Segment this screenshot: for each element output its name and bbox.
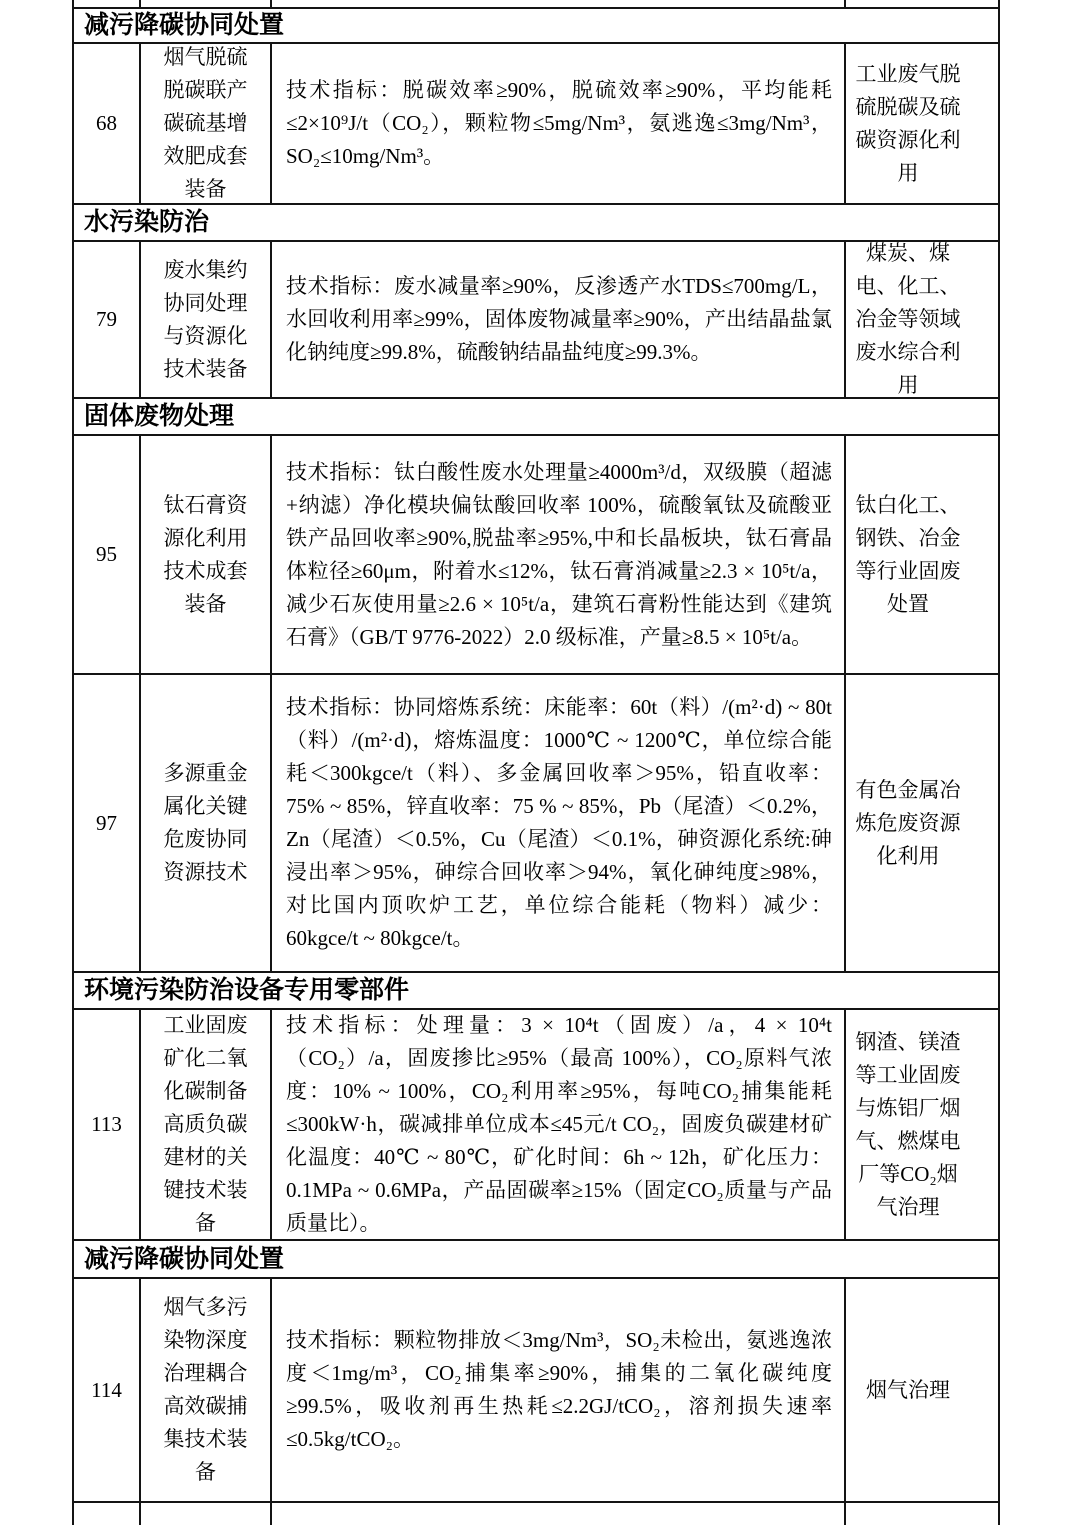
equipment-name-cell: 工业固废矿化二氧化碳制备高质负碳建材的关键技术装备: [141, 1010, 272, 1239]
row-number-cell: 95: [74, 436, 141, 673]
section-header-row: [74, 205, 998, 242]
table-row: [74, 242, 998, 399]
tech-spec-cell: 技术指标：协同熔炼系统：床能率：60t（料）/(m²·d) ~ 80t（料）/(m²·d)，熔炼温度：1000℃ ~ 1200℃，单位综合能耗＜300kgce/t（料）、多金属回收率＞95%，铅直收率：75% ~ 85%，锌直收率：75 % ~ 85%，Pb（尾渣）＜0.2%，Zn（尾渣）＜0.5%，Cu（尾渣）＜0.1%，砷资源化系统:砷浸出率＞95%，砷综合回收率＞94%，氧化砷纯度≥98%，对比国内顶吹炉工艺，单位综合能耗（物料）减少：60kgce/t ~ 80kgce/t。: [272, 675, 846, 971]
section-header-row: [74, 973, 998, 1010]
row-number-cell: 68: [74, 44, 141, 203]
application-cell: 有色金属冶炼危废资源化利用: [855, 777, 961, 868]
section-header-row: [74, 1241, 998, 1279]
table-row: [74, 1279, 998, 1503]
tech-spec-cell: 技术指标：处理量：3 × 10⁴t（固废）/a，4 × 10⁴t（CO₂）/a，固废掺比≥95%（最高 100%），CO₂原料气浓度：10% ~ 100%，CO₂利用率≥95%，每吨CO₂捕集能耗≤300kW·h，碳减排单位成本≤45元/t CO₂，固废负碳建材矿化温度：40℃ ~ 80℃，矿化时间：6h ~ 12h，矿化压力：0.1MPa ~ 0.6MPa，产品固碳率≥15%（固定CO₂质量与产品质量比）。: [272, 1010, 846, 1239]
application-cell: 烟气治理: [866, 1377, 950, 1402]
equipment-name-cell: 烟气脱硫脱碳联产碳硫基增效肥成套装备: [141, 44, 272, 203]
equipment-name-cell: [141, 1503, 272, 1525]
table-row: [74, 1010, 998, 1241]
tech-spec-cell: [272, 1503, 846, 1525]
tech-spec-cell: [272, 0, 846, 8]
application-cell: [846, 0, 970, 8]
equipment-name-cell: 废水集约协同处理与资源化技术装备: [141, 242, 272, 397]
application-cell: 钛白化工、钢铁、冶金等行业固废处置: [855, 492, 961, 616]
tech-spec-cell: 技术指标：脱碳效率≥90%，脱硫效率≥90%，平均能耗≤2×10⁹J/t（CO₂），颗粒物≤5mg/Nm³，氨逃逸≤3mg/Nm³，SO₂≤10mg/Nm³。: [272, 44, 846, 203]
equipment-name-cell: 多源重金属化关键危废协同资源技术: [141, 675, 272, 971]
table-row-fragment-bottom: [74, 1503, 998, 1525]
tech-spec-cell: 技术指标：钛白酸性废水处理量≥4000m³/d，双级膜（超滤+纳滤）净化模块偏钛酸回收率 100%，硫酸氧钛及硫酸亚铁产品回收率≥90%,脱盐率≥95%,中和长晶板块，钛石膏晶体粒径≥60μm，附着水≤12%，钛石膏消减量≥2.3 × 10⁵t/a，减少石灰使用量≥2.6 × 10⁵t/a，建筑石膏粉性能达到《建筑石膏》（GB/T 9776-2022）2.0 级标准，产量≥8.5 × 10⁵t/a。: [272, 436, 846, 673]
table-row: [74, 44, 998, 205]
application-cell: 钢渣、镁渣等工业固废与炼铝厂烟气、燃煤电厂等CO₂烟气治理: [855, 1029, 961, 1219]
equipment-name-cell: 钛石膏资源化利用技术成套装备: [141, 436, 272, 673]
table-row: [74, 436, 998, 675]
table-row-fragment-top: [74, 0, 998, 9]
equipment-name-cell: 烟气多污染物深度治理耦合高效碳捕集技术装备: [141, 1279, 272, 1501]
section-title: 固体废物处理: [84, 402, 235, 430]
row-number-cell: 79: [74, 242, 141, 397]
row-number-cell: 97: [74, 675, 141, 971]
section-title: 减污降碳协同处置: [84, 1244, 285, 1273]
application-cell: 煤炭、煤电、化工、冶金等领域废水综合利用: [855, 242, 961, 397]
tech-spec-cell: 技术指标：颗粒物排放＜3mg/Nm³，SO₂未检出，氨逃逸浓度＜1mg/m³，CO₂捕集率≥90%，捕集的二氧化碳纯度≥99.5%，吸收剂再生热耗≤2.2GJ/tCO₂，溶剂损失速率≤0.5kg/tCO₂。: [272, 1279, 846, 1501]
technology-table: [72, 0, 1000, 1525]
table-row: [74, 675, 998, 973]
application-cell: [846, 1503, 970, 1525]
section-header-row: [74, 399, 998, 436]
equipment-name-cell: [141, 0, 272, 8]
row-number-cell: 114: [74, 1279, 141, 1501]
section-header-row: [74, 9, 998, 44]
section-title: 环境污染防治设备专用零部件: [84, 976, 410, 1004]
application-cell: 工业废气脱硫脱碳及硫碳资源化利用: [855, 61, 961, 185]
row-number-cell: [74, 1503, 141, 1525]
section-title: 减污降碳协同处置: [84, 11, 285, 39]
section-title: 水污染防治: [84, 208, 210, 236]
tech-spec-cell: 技术指标：废水减量率≥90%，反渗透产水TDS≤700mg/L，水回收利用率≥99%，固体废物减量率≥90%，产出结晶盐氯化钠纯度≥99.8%，硫酸钠结晶盐纯度≥99.3%。: [272, 242, 846, 397]
row-number-cell: [74, 0, 141, 8]
row-number-cell: 113: [74, 1010, 141, 1239]
